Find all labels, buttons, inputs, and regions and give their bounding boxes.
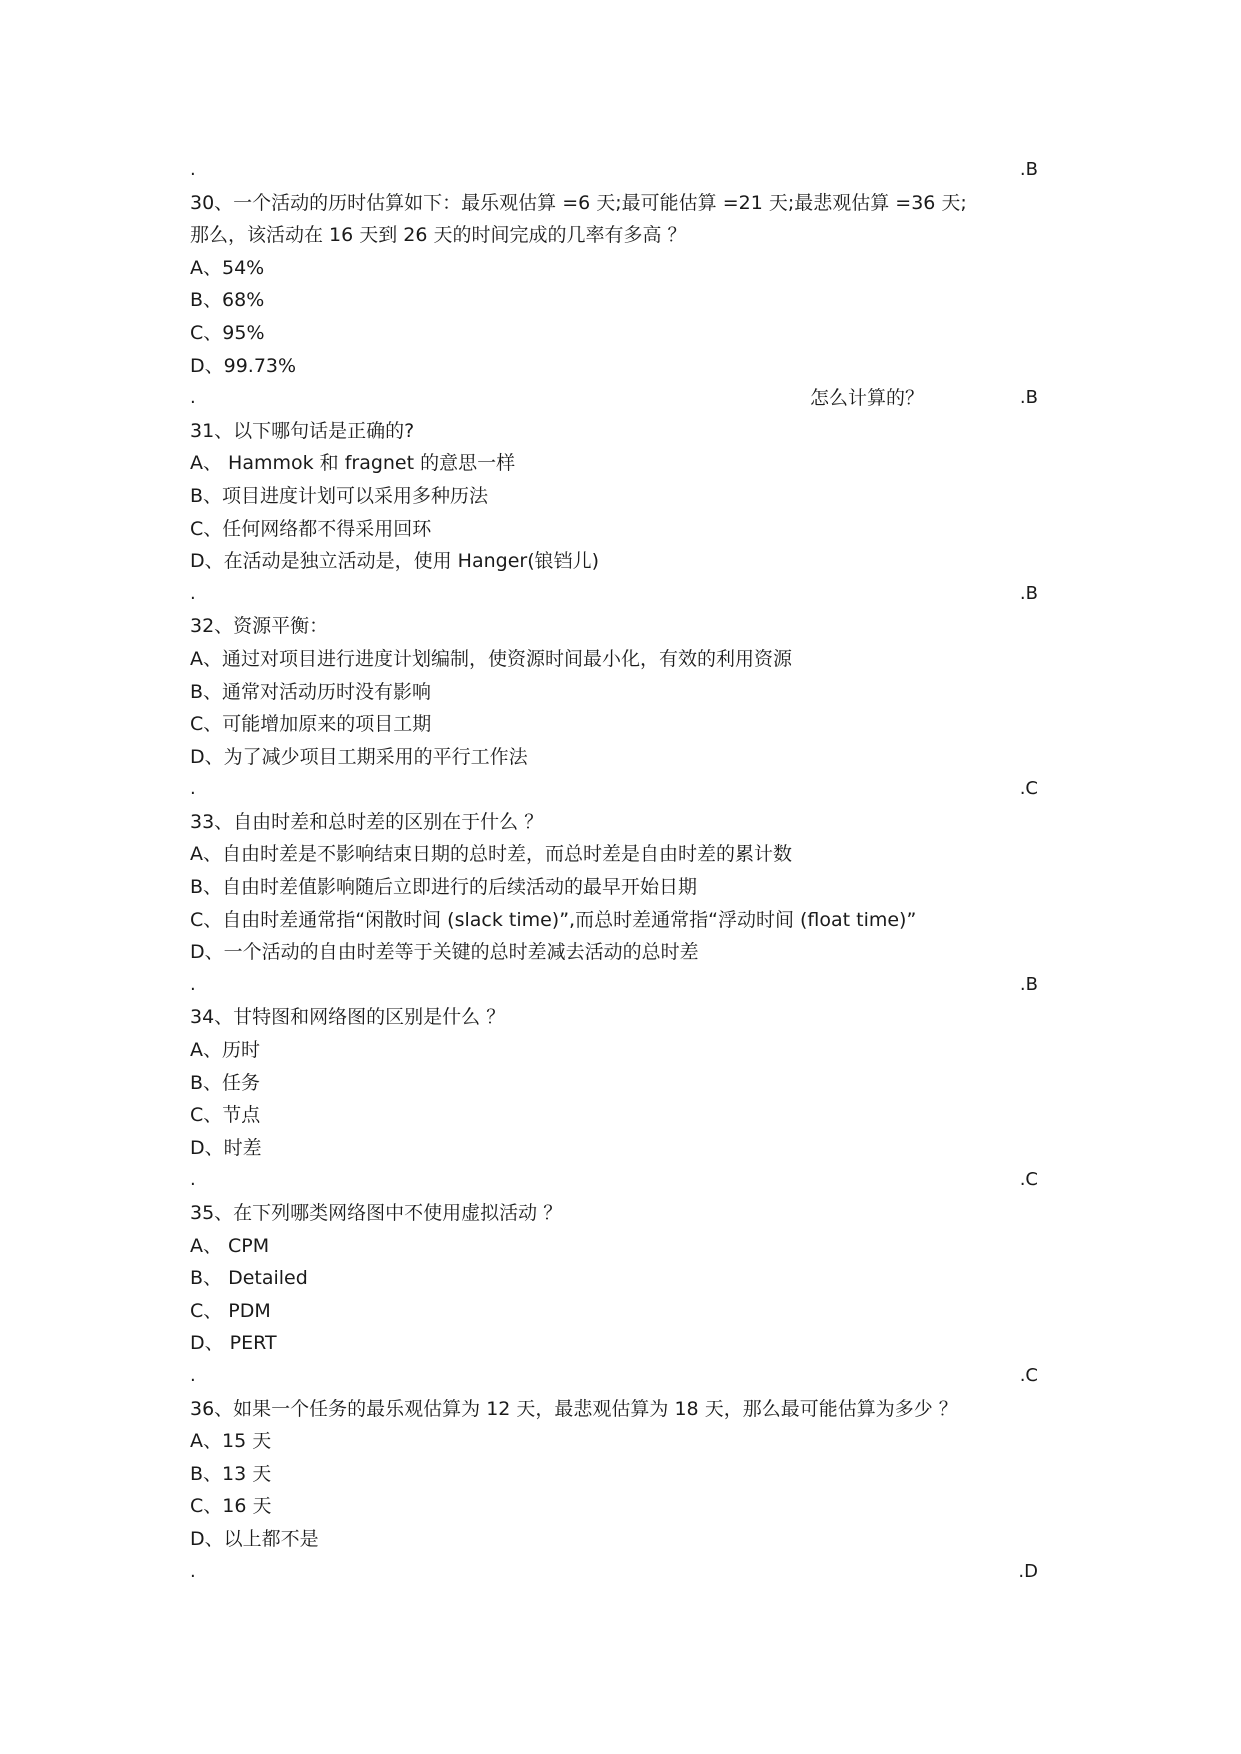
option-a: A、54% xyxy=(190,256,265,279)
question-stem: 36、如果一个任务的最乐观估算为 12 天，最悲观估算为 18 天，那么最可能估算为多少 ？ xyxy=(190,1397,958,1420)
answer-row xyxy=(190,1360,1050,1393)
option-a: A、 CPM xyxy=(190,1234,270,1257)
option-a: A、15 天 xyxy=(190,1430,272,1453)
option-b: B、13 天 xyxy=(190,1462,272,1485)
answer-key: .D xyxy=(1018,1560,1038,1582)
option-b: B、项目进度计划可以采用多种历法 xyxy=(190,484,489,507)
option-a: A、历时 xyxy=(190,1039,260,1062)
answer-key: .B xyxy=(1019,973,1038,995)
option-a: A、通过对项目进行进度计划编制，使资源时间最小化，有效的利用资源 xyxy=(190,647,792,670)
question-stem: 35、在下列哪类网络图中不使用虚拟活动 ？ xyxy=(190,1202,563,1224)
question-list xyxy=(190,154,1050,1588)
answer-dot: . xyxy=(190,973,196,995)
question-stem: 30、一个活动的历时估算如下：最乐观估算 =6 天;最可能估算 =21 天;最悲观估算 =36 天; xyxy=(190,191,967,214)
answer-key: .C xyxy=(1019,1169,1038,1191)
answer-row xyxy=(190,1164,1050,1197)
option-b: B、任务 xyxy=(190,1071,261,1094)
option-c: C、 PDM xyxy=(190,1299,271,1322)
option-b: B、 Detailed xyxy=(190,1267,308,1290)
answer-dot: . xyxy=(190,387,196,409)
question-stem: 32、资源平衡： xyxy=(190,615,329,638)
answer-row xyxy=(190,154,1050,187)
answer-dot: . xyxy=(190,1560,196,1582)
question-stem: 那么，该活动在 16 天到 26 天的时间完成的几率有多高 ？ xyxy=(190,224,687,247)
option-c: C、可能增加原来的项目工期 xyxy=(190,713,432,736)
option-a: A、自由时差是不影响结束日期的总时差，而总时差是自由时差的累计数 xyxy=(190,843,792,866)
question-stem: 34、甘特图和网络图的区别是什么 ？ xyxy=(190,1006,506,1029)
answer-key: .C xyxy=(1019,1364,1038,1386)
answer-dot: . xyxy=(190,1169,196,1191)
answer-key: .B xyxy=(1019,159,1038,180)
option-b: B、自由时差值影响随后立即进行的后续活动的最早开始日期 xyxy=(190,876,698,899)
answer-dot: . xyxy=(190,159,196,180)
option-d: D、一个活动的自由时差等于关键的总时差减去活动的总时差 xyxy=(190,941,699,964)
option-d: D、以上都不是 xyxy=(190,1527,319,1550)
answer-key: .B xyxy=(1019,387,1038,409)
option-c: C、任何网络都不得采用回环 xyxy=(190,517,432,540)
answer-key: .C xyxy=(1019,778,1038,800)
option-c: C、95% xyxy=(190,321,265,344)
option-b: B、68% xyxy=(190,289,265,312)
answer-row xyxy=(190,1556,1050,1589)
question-stem: 31、以下哪句话是正确的? xyxy=(190,419,415,442)
option-d: D、 PERT xyxy=(190,1332,277,1355)
question-stem: 33、自由时差和总时差的区别在于什么 ？ xyxy=(190,810,544,833)
option-a: A、 Hammok 和 fragnet 的意思一样 xyxy=(190,452,516,475)
option-c: C、节点 xyxy=(190,1104,261,1127)
option-d: D、在活动是独立活动是，使用 Hanger(锒铛儿) xyxy=(190,550,600,573)
option-b: B、通常对活动历时没有影响 xyxy=(190,680,432,703)
option-d: D、为了减少项目工期采用的平行工作法 xyxy=(190,745,528,768)
option-c: C、16 天 xyxy=(190,1495,272,1518)
answer-note: 怎么计算的？ xyxy=(810,387,925,410)
answer-row xyxy=(190,969,1050,1002)
answer-dot: . xyxy=(190,1364,196,1386)
answer-row xyxy=(190,382,1050,415)
answer-row xyxy=(190,773,1050,806)
option-d: D、99.73% xyxy=(190,354,297,377)
option-c: C、自由时差通常指“闲散时间 (slack time)”,而总时差通常指“浮动时间 (float time)” xyxy=(190,908,917,931)
answer-key: .B xyxy=(1019,582,1038,604)
answer-row xyxy=(190,578,1050,611)
option-d: D、时差 xyxy=(190,1136,262,1159)
answer-dot: . xyxy=(190,778,196,800)
answer-dot: . xyxy=(190,582,196,604)
